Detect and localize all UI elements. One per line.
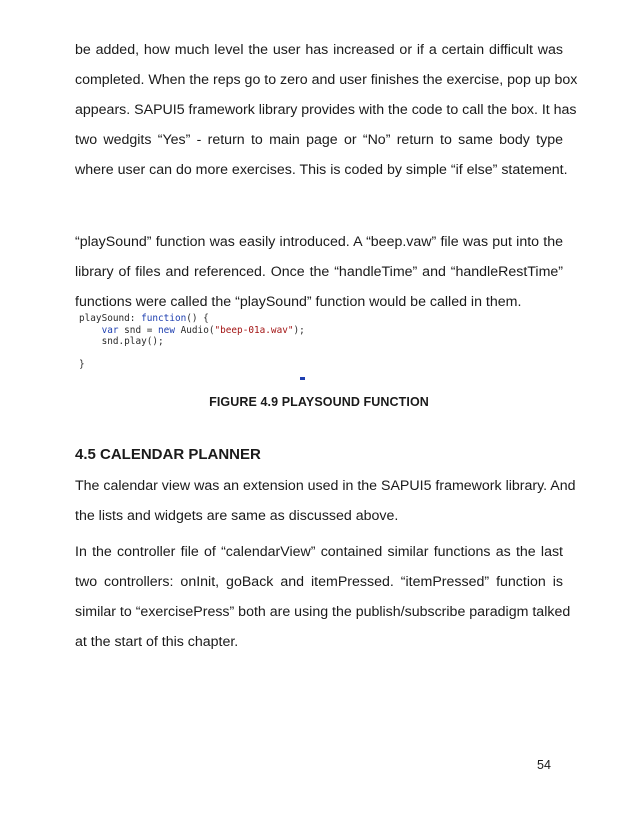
text-line: functions were called the “playSound” function would be called in them. <box>75 294 522 310</box>
text-line: at the start of this chapter. <box>75 634 239 650</box>
text-line: where user can do more exercises. This is coded by simple “if else” statement. <box>75 162 568 178</box>
code-snippet-figure <box>79 313 339 375</box>
code-line: snd.play(); <box>101 336 164 347</box>
text-line: “playSound” function was easily introduced. A “beep.vaw” file was put into the <box>75 234 563 250</box>
text-line: The calendar view was an extension used in the SAPUI5 framework library. And <box>75 478 576 494</box>
text-line: similar to “exercisePress” both are using the publish/subscribe paradigm talked <box>75 604 571 620</box>
text-line: library of files and referenced. Once the “handleTime” and “handleRestTime” <box>75 264 563 280</box>
code-line: var snd = new Audio("beep-01a.wav"); <box>101 324 305 336</box>
paragraph-popup-box <box>75 35 578 185</box>
text-line: In the controller file of “calendarView” contained similar functions as the last <box>75 544 563 560</box>
figure-caption: FIGURE 4.9 PLAYSOUND FUNCTION <box>209 395 429 409</box>
page-number: 54 <box>537 758 551 772</box>
text-line: the lists and widgets are same as discussed above. <box>75 508 399 524</box>
paragraph-controller <box>75 537 571 657</box>
section-heading: 4.5 CALENDAR PLANNER <box>75 446 261 463</box>
text-line: be added, how much level the user has increased or if a certain difficult was <box>75 42 563 58</box>
paragraph-playsound <box>75 227 563 317</box>
text-line: completed. When the reps go to zero and user finishes the exercise, pop up box <box>75 72 578 88</box>
paragraph-calendar-view <box>75 471 576 531</box>
text-line: two controllers: onInit, goBack and itemPressed. “itemPressed” function is <box>75 574 563 590</box>
text-line: appears. SAPUI5 framework library provides with the code to call the box. It has <box>75 102 577 118</box>
text-line: two wedgits “Yes” - return to main page or “No” return to same body type <box>75 132 563 148</box>
code-line: playSound: function() { <box>79 313 209 324</box>
code-line: } <box>79 359 85 370</box>
cursor-mark <box>300 377 305 380</box>
